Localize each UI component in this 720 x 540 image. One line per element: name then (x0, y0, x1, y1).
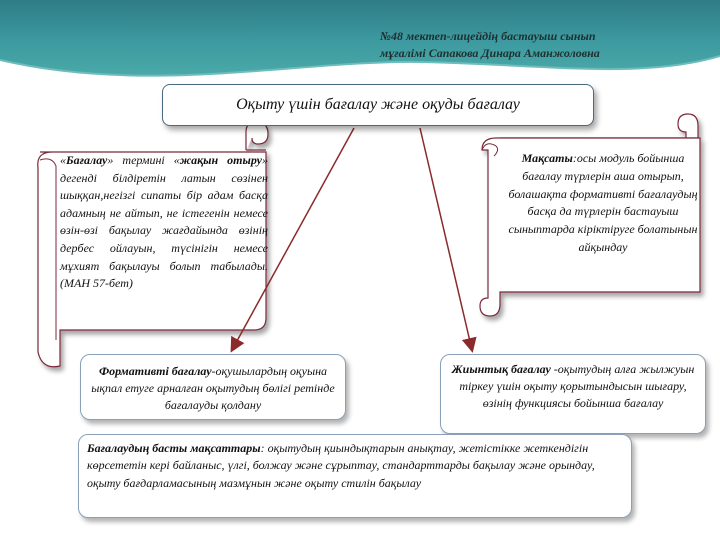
goal-label: Мақсаты (521, 151, 573, 165)
quote-open: « (60, 153, 66, 167)
definition-rest: » дегенді білдіретін латын сөзінен шыққан,негізгі сипаты бір адам басқа адамның не айтып, не істегенін немесе өзін-өзі бақылау жағдайында өзінің дербес ойлауын, түсінігін немесе мұхият бақылауы болып табылады.(МАН 57-бет) (60, 153, 268, 291)
quote-close: » (107, 153, 114, 167)
term-bagalau: Бағалау (66, 153, 108, 167)
author-line-2: мұғалімі Сапакова Динара Аманжоловна (380, 46, 600, 60)
formative-label: Формативті бағалау (98, 364, 212, 378)
formative-box (80, 354, 346, 420)
diagram-title: Оқыту үшін бағалау және оқуды бағалау (236, 96, 520, 113)
summative-box (440, 354, 706, 434)
formative-text: -оқушылардың оқуына ықпал етуге арналған оқытудың бөлігі ретінде бағалауды қолдану (91, 364, 335, 412)
goals-box (78, 434, 632, 518)
arrow-to-summative (420, 128, 472, 350)
summative-label: Жиынтық бағалау (451, 362, 551, 376)
term-zhakyn-otyru: жақын отыру (179, 153, 262, 167)
term-connector: термині « (113, 153, 180, 167)
goal-text: :осы модуль бойынша бағалау түрлерін аша отырып, болашақта формативті бағалаудың басқа да түрлерін бастауыш сыныптарда кіріктіруге болатынын айқындау (508, 151, 698, 254)
author-line-1: №48 мектеп-лицейдің бастауыш сынып (380, 29, 596, 43)
goals-text: : оқытудың қиындықтарын анықтау, жетістікке жеткендігін көрсететін кері байланыс, үлгі, болжау және сұрыптау, стандарттарды бақылау және орындау, оқыту бағдарламасының мазмұнын және оқыту стилін бақылау (87, 441, 595, 490)
left-scroll-text (60, 152, 268, 342)
title-box (162, 84, 594, 126)
goals-label: Бағалаудың басты мақсаттары (87, 441, 261, 455)
summative-text: -оқытудың алға жылжуын тіркеу үшін оқыту қорытындысын шығару, өзінің функциясы бойынша бағалау (459, 362, 695, 410)
right-scroll-text (508, 150, 698, 257)
